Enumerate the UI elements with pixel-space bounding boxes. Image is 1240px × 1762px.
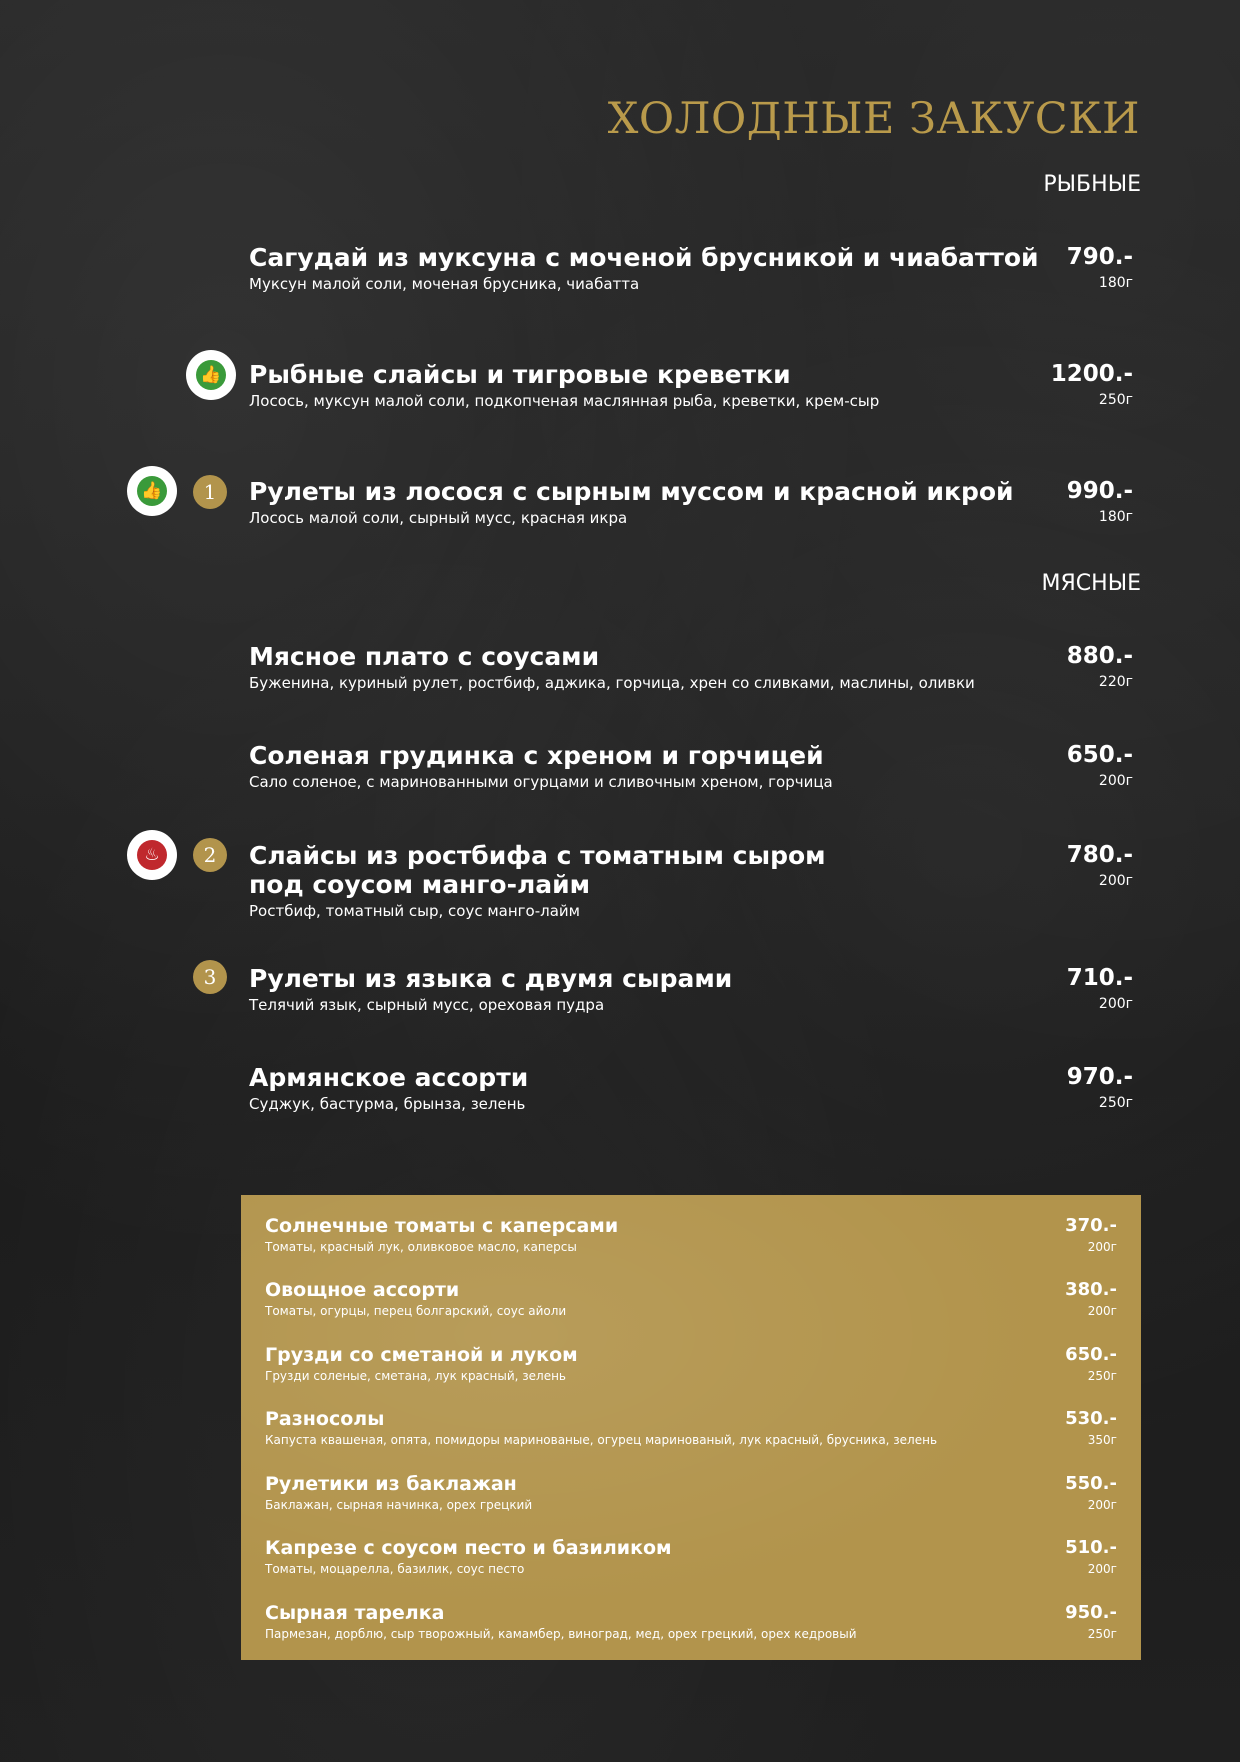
chef-recommends-badge (127, 830, 177, 880)
menu-item (265, 1215, 1117, 1255)
item-description: Томаты, огурцы, перец болгарский, соус айоли (265, 1304, 567, 1318)
item-weight: 250г (1087, 1627, 1117, 1641)
number-badge-2: 2 (193, 838, 227, 872)
section-label-fish: РЫБНЫЕ (1043, 172, 1141, 197)
item-description: Телячий язык, сырный мусс, ореховая пудра (249, 996, 605, 1014)
item-name: Овощное ассорти (265, 1279, 460, 1301)
item-name: Рулеты из лосося с сырным муссом и красной икрой (249, 477, 1014, 506)
menu-item (265, 1279, 1117, 1319)
menu-item (265, 1344, 1117, 1384)
item-price: 650.- (1065, 1344, 1117, 1365)
menu-item (249, 741, 1133, 793)
item-description: Томаты, красный лук, оливковое масло, каперсы (265, 1240, 577, 1254)
item-name: Сырная тарелка (265, 1602, 445, 1624)
item-price: 650.- (1066, 742, 1133, 768)
item-description: Томаты, моцарелла, базилик, соус песто (265, 1562, 525, 1576)
item-weight: 250г (1087, 1369, 1117, 1383)
item-name: Капрезе с соусом песто и базиликом (265, 1537, 672, 1559)
item-name: Армянское ассорти (249, 1063, 529, 1092)
vegetable-snacks-panel (241, 1195, 1141, 1660)
top-sales-badge (127, 466, 177, 516)
menu-item (249, 1063, 1133, 1115)
number-badge-1: 1 (193, 475, 227, 509)
menu-item (249, 841, 1133, 922)
item-name: Солнечные томаты с каперсами (265, 1215, 619, 1237)
item-price: 370.- (1065, 1215, 1117, 1236)
item-weight: 200г (1098, 996, 1133, 1012)
item-price: 950.- (1065, 1602, 1117, 1623)
item-description: Грузди соленые, сметана, лук красный, зелень (265, 1369, 566, 1383)
item-weight: 200г (1087, 1498, 1117, 1512)
item-price: 970.- (1066, 1064, 1133, 1090)
item-price: 990.- (1066, 478, 1133, 504)
item-name-line-1: Слайсы из ростбифа с томатным сыром (249, 841, 826, 870)
item-weight: 200г (1098, 773, 1133, 789)
item-weight: 200г (1098, 873, 1133, 889)
item-price: 530.- (1065, 1408, 1117, 1429)
item-description: Суджук, бастурма, брынза, зелень (249, 1095, 526, 1113)
item-price: 380.- (1065, 1279, 1117, 1300)
top-sales-badge (186, 350, 236, 400)
item-name: Грузди со сметаной и луком (265, 1344, 578, 1366)
item-name: Рулеты из языка с двумя сырами (249, 964, 733, 993)
item-description: Сало соленое, с маринованными огурцами и сливочным хреном, горчица (249, 773, 833, 791)
item-price: 880.- (1066, 643, 1133, 669)
item-name: Рулетики из баклажан (265, 1473, 517, 1495)
section-label-meat: МЯСНЫЕ (1041, 571, 1141, 596)
item-description: Буженина, куриный рулет, ростбиф, аджика, горчица, хрен со сливками, маслины, оливки (249, 674, 975, 692)
item-weight: 350г (1087, 1433, 1117, 1447)
menu-item (249, 642, 1133, 694)
item-price: 510.- (1065, 1537, 1117, 1558)
item-description: Лосось малой соли, сырный мусс, красная икра (249, 509, 628, 527)
item-weight: 220г (1098, 674, 1133, 690)
item-weight: 180г (1098, 509, 1133, 525)
item-name-line-2: под соусом манго-лайм (249, 870, 591, 899)
menu-item (249, 477, 1133, 529)
item-description: Муксун малой соли, моченая брусника, чиабатта (249, 275, 640, 293)
item-name: Рыбные слайсы и тигровые креветки (249, 360, 791, 389)
number-badge-3: 3 (193, 960, 227, 994)
item-price: 550.- (1065, 1473, 1117, 1494)
menu-item (265, 1602, 1117, 1642)
item-weight: 250г (1098, 1095, 1133, 1111)
menu-item (249, 964, 1133, 1016)
item-price: 780.- (1066, 842, 1133, 868)
item-description: Лосось, муксун малой соли, подкопченая маслянная рыба, креветки, крем-сыр (249, 392, 880, 410)
item-weight: 250г (1098, 392, 1133, 408)
item-weight: 180г (1098, 275, 1133, 291)
menu-item (249, 243, 1133, 295)
thumbs-up-icon: 👍 (196, 360, 226, 390)
item-name: Сагудай из муксуна с моченой брусникой и чиабаттой (249, 243, 1039, 272)
item-weight: 200г (1087, 1562, 1117, 1576)
item-price: 1200.- (1050, 361, 1133, 387)
item-weight: 200г (1087, 1240, 1117, 1254)
menu-item (265, 1537, 1117, 1577)
item-price: 710.- (1066, 965, 1133, 991)
item-name: Мясное плато с соусами (249, 642, 600, 671)
item-name: Разносолы (265, 1408, 385, 1430)
item-description: Капуста квашеная, опята, помидоры маринованые, огурец маринованый, лук красный, брусника, зелень (265, 1433, 938, 1447)
page-title: ХОЛОДНЫЕ ЗАКУСКИ (607, 94, 1140, 144)
menu-item (265, 1408, 1117, 1448)
item-price: 790.- (1066, 244, 1133, 270)
menu-item (265, 1473, 1117, 1513)
item-description: Пармезан, дорблю, сыр творожный, камамбер, виноград, мед, орех грецкий, орех кедровый (265, 1627, 857, 1641)
menu-item (249, 360, 1133, 412)
item-name: Соленая грудинка с хреном и горчицей (249, 741, 824, 770)
item-weight: 200г (1087, 1304, 1117, 1318)
item-description: Баклажан, сырная начинка, орех грецкий (265, 1498, 533, 1512)
chef-icon: ♨ (137, 840, 167, 870)
thumbs-up-icon: 👍 (137, 476, 167, 506)
item-description: Ростбиф, томатный сыр, соус манго-лайм (249, 902, 580, 920)
